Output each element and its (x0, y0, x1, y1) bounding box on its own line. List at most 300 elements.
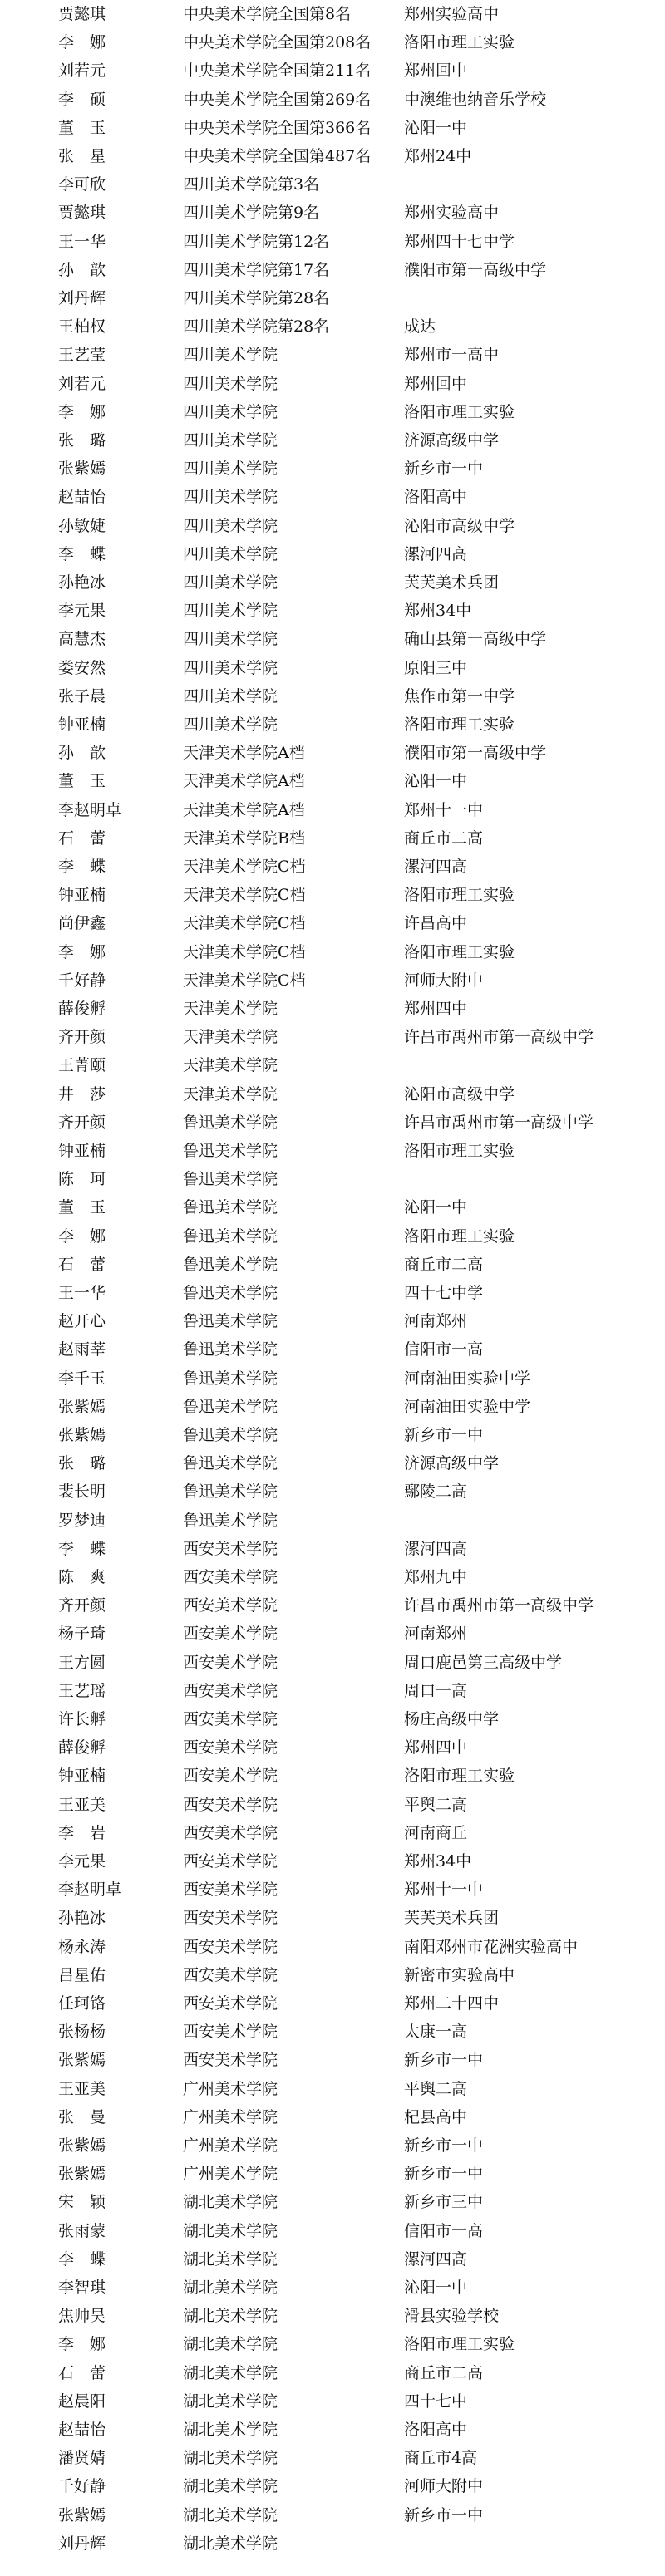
list-row (0, 2018, 665, 2046)
admitted-school: 四川美术学院 (183, 602, 278, 621)
list-row (0, 1193, 665, 1222)
admitted-school: 广州美术学院 (183, 2136, 278, 2155)
student-name: 李 蝶 (58, 544, 106, 563)
list-row (0, 28, 665, 57)
admitted-school: 湖北美术学院 (183, 2335, 278, 2354)
admitted-school: 四川美术学院 (183, 516, 278, 535)
list-row (0, 1109, 665, 1137)
admitted-school: 四川美术学院 (183, 544, 278, 563)
origin-school: 河师大附中 (404, 971, 484, 990)
student-name: 赵晨阳 (58, 2392, 106, 2411)
list-row (0, 1847, 665, 1875)
list-row (0, 370, 665, 398)
list-row (0, 1649, 665, 1677)
list-row (0, 2330, 665, 2358)
list-row (0, 2501, 665, 2529)
list-row (0, 597, 665, 625)
student-name: 张子晨 (58, 686, 106, 705)
origin-school: 芙芙美术兵团 (404, 573, 500, 592)
admitted-school: 天津美术学院C档 (183, 858, 306, 876)
student-name: 孙艳冰 (58, 573, 106, 592)
admitted-school: 湖北美术学院 (183, 2221, 278, 2240)
origin-school: 成达 (404, 317, 436, 337)
origin-school: 商丘市二高 (404, 828, 484, 848)
list-row (0, 2075, 665, 2103)
admitted-school: 鲁迅美术学院 (183, 1142, 278, 1160)
list-row (0, 2472, 665, 2500)
admitted-school: 四川美术学院 (183, 686, 278, 705)
origin-school: 中澳维也纳音乐学校 (404, 90, 547, 109)
origin-school: 漯河四高 (404, 2249, 468, 2269)
origin-school: 沁阳一中 (404, 118, 468, 137)
student-name: 孙 歆 (58, 744, 106, 763)
origin-school: 济源高级中学 (404, 431, 500, 450)
list-row (0, 1421, 665, 1449)
student-name: 潘贤婧 (58, 2449, 106, 2468)
list-row (0, 1705, 665, 1733)
origin-school: 沁阳一中 (404, 1198, 468, 1217)
origin-school: 焦作市第一中学 (404, 686, 515, 705)
student-name: 赵雨莘 (58, 1340, 106, 1359)
list-row (0, 2188, 665, 2216)
origin-school: 郑州市一高中 (404, 346, 500, 365)
student-name: 李可欣 (58, 175, 106, 194)
list-row (0, 2416, 665, 2444)
origin-school: 洛阳市理工实验 (404, 1767, 515, 1786)
admitted-school: 湖北美术学院 (183, 2249, 278, 2269)
admitted-school: 四川美术学院 (183, 460, 278, 479)
admitted-school: 四川美术学院 (183, 715, 278, 734)
admitted-school: 鲁迅美术学院 (183, 1227, 278, 1246)
student-name: 董 玉 (58, 118, 106, 137)
admitted-school: 四川美术学院第3名 (183, 175, 320, 194)
list-row (0, 228, 665, 256)
origin-school: 新乡市三中 (404, 2193, 484, 2212)
student-name: 李 娜 (58, 2335, 106, 2354)
origin-school: 洛阳市理工实验 (404, 886, 515, 905)
student-name: 王亚美 (58, 2079, 106, 2098)
student-name: 李 硕 (58, 90, 106, 109)
origin-school: 确山县第一高级中学 (404, 630, 547, 649)
admitted-school: 四川美术学院第28名 (183, 317, 330, 337)
student-name: 吕星佑 (58, 1965, 106, 1984)
origin-school: 鄢陵二高 (404, 1482, 468, 1502)
admitted-school: 天津美术学院C档 (183, 971, 306, 990)
student-name: 贾懿琪 (58, 5, 106, 23)
origin-school: 商丘市4高 (404, 2449, 478, 2468)
list-row (0, 1137, 665, 1165)
student-name: 千好静 (58, 2477, 106, 2496)
student-name: 王柏权 (58, 317, 106, 337)
student-name: 张雨蒙 (58, 2221, 106, 2240)
list-row (0, 1507, 665, 1535)
student-name: 李赵明卓 (58, 1880, 122, 1900)
student-name: 董 玉 (58, 772, 106, 791)
origin-school: 河师大附中 (404, 2477, 484, 2496)
student-name: 王艺莹 (58, 346, 106, 365)
student-name: 李 娜 (58, 942, 106, 961)
list-row (0, 1620, 665, 1648)
admitted-school: 鲁迅美术学院 (183, 1255, 278, 1274)
list-row (0, 2359, 665, 2387)
origin-school: 漯河四高 (404, 1539, 468, 1558)
student-name: 李 娜 (58, 402, 106, 421)
list-row (0, 1762, 665, 1790)
list-row (0, 909, 665, 937)
list-row (0, 170, 665, 199)
student-name: 王艺瑶 (58, 1681, 106, 1700)
origin-school: 平舆二高 (404, 2079, 468, 2098)
student-name: 董 玉 (58, 1198, 106, 1217)
list-row (0, 2103, 665, 2131)
student-name: 张紫嫣 (58, 2136, 106, 2155)
admitted-school: 天津美术学院 (183, 1000, 278, 1018)
admitted-school: 西安美术学院 (183, 1539, 278, 1558)
admitted-school: 鲁迅美术学院 (183, 1113, 278, 1132)
student-name: 钟亚楠 (58, 1142, 106, 1160)
admitted-school: 中央美术学院全国第8名 (183, 5, 352, 23)
list-row (0, 312, 665, 341)
admitted-school: 四川美术学院第17名 (183, 260, 330, 279)
list-row (0, 1080, 665, 1109)
admitted-school: 西安美术学院 (183, 2023, 278, 2042)
origin-school: 周口一高 (404, 1681, 468, 1700)
list-row (0, 2529, 665, 2558)
student-name: 张 星 (58, 147, 106, 165)
student-name: 宋 颖 (58, 2193, 106, 2212)
origin-school: 濮阳市第一高级中学 (404, 260, 547, 279)
admitted-school: 湖北美术学院 (183, 2421, 278, 2439)
list-row (0, 2046, 665, 2074)
origin-school: 原阳三中 (404, 658, 468, 677)
list-row (0, 853, 665, 881)
admitted-school: 天津美术学院C档 (183, 942, 306, 961)
student-name: 张紫嫣 (58, 1397, 106, 1416)
origin-school: 漯河四高 (404, 544, 468, 563)
student-name: 孙敏婕 (58, 516, 106, 535)
list-row (0, 1222, 665, 1251)
admitted-school: 鲁迅美术学院 (183, 1340, 278, 1359)
origin-school: 洛阳高中 (404, 488, 468, 507)
origin-school: 新密市实验高中 (404, 1965, 515, 1984)
admitted-school: 西安美术学院 (183, 1937, 278, 1956)
admitted-school: 湖北美术学院 (183, 2307, 278, 2326)
list-row (0, 1449, 665, 1477)
origin-school: 河南商丘 (404, 1823, 468, 1842)
list-row (0, 767, 665, 795)
admitted-school: 四川美术学院 (183, 374, 278, 393)
list-row (0, 1279, 665, 1307)
admitted-school: 西安美术学院 (183, 1681, 278, 1700)
origin-school: 商丘市二高 (404, 2363, 484, 2382)
student-name: 赵喆怡 (58, 2421, 106, 2439)
origin-school: 平舆二高 (404, 1795, 468, 1814)
admitted-school: 西安美术学院 (183, 1965, 278, 1984)
origin-school: 郑州四中 (404, 1000, 468, 1018)
student-name: 裴长明 (58, 1482, 106, 1502)
origin-school: 洛阳市理工实验 (404, 1142, 515, 1160)
admitted-school: 鲁迅美术学院 (183, 1511, 278, 1530)
list-row (0, 995, 665, 1023)
origin-school: 杞县高中 (404, 2107, 468, 2126)
student-name: 任珂铬 (58, 1994, 106, 2013)
admitted-school: 天津美术学院A档 (183, 800, 305, 819)
student-name: 李元果 (58, 1852, 106, 1871)
origin-school: 郑州九中 (404, 1568, 468, 1586)
admitted-school: 中央美术学院全国第211名 (183, 61, 372, 81)
list-row (0, 625, 665, 653)
origin-school: 河南郑州 (404, 1625, 468, 1644)
origin-school: 滑县实验学校 (404, 2307, 500, 2326)
admitted-school: 中央美术学院全国第366名 (183, 118, 372, 137)
list-row (0, 1477, 665, 1506)
origin-school: 许昌高中 (404, 914, 468, 933)
list-row (0, 1023, 665, 1051)
admitted-school: 四川美术学院 (183, 488, 278, 507)
admitted-school: 天津美术学院 (183, 1084, 278, 1104)
admitted-school: 四川美术学院第12名 (183, 232, 330, 251)
admitted-school: 鲁迅美术学院 (183, 1198, 278, 1217)
student-name: 李 蝶 (58, 1539, 106, 1558)
student-name: 张 璐 (58, 1454, 106, 1473)
list-row (0, 568, 665, 597)
student-name: 王亚美 (58, 1795, 106, 1814)
student-name: 刘若元 (58, 61, 106, 81)
origin-school: 沁阳市高级中学 (404, 1084, 515, 1104)
origin-school: 沁阳市高级中学 (404, 516, 515, 535)
student-name: 李千玉 (58, 1369, 106, 1388)
student-name: 井 莎 (58, 1084, 106, 1104)
list-row (0, 654, 665, 682)
student-name: 高慧杰 (58, 630, 106, 649)
list-row (0, 199, 665, 227)
list-row (0, 1791, 665, 1819)
origin-school: 济源高级中学 (404, 1454, 500, 1473)
origin-school: 沁阳一中 (404, 772, 468, 791)
origin-school: 郑州34中 (404, 1852, 472, 1871)
list-row (0, 2444, 665, 2472)
admitted-school: 四川美术学院第28名 (183, 289, 330, 307)
student-name: 刘丹辉 (58, 289, 106, 307)
student-name: 石 蕾 (58, 1255, 106, 1274)
student-name: 焦帅昊 (58, 2307, 106, 2326)
admitted-school: 广州美术学院 (183, 2165, 278, 2184)
student-name: 李 娜 (58, 33, 106, 52)
list-row (0, 1733, 665, 1762)
student-name: 张紫嫣 (58, 1426, 106, 1444)
student-name: 杨永涛 (58, 1937, 106, 1956)
student-name: 娄安然 (58, 658, 106, 677)
list-row (0, 142, 665, 170)
list-row (0, 398, 665, 426)
origin-school: 郑州二十四中 (404, 1994, 500, 2013)
origin-school: 新乡市一中 (404, 2051, 484, 2070)
student-name: 钟亚楠 (58, 886, 106, 905)
student-name: 罗梦迪 (58, 1511, 106, 1530)
admitted-school: 四川美术学院 (183, 630, 278, 649)
admitted-school: 四川美术学院 (183, 658, 278, 677)
admitted-school: 中央美术学院全国第208名 (183, 33, 372, 52)
list-row (0, 1819, 665, 1847)
list-row (0, 1393, 665, 1421)
student-name: 尚伊鑫 (58, 914, 106, 933)
list-row (0, 966, 665, 995)
admitted-school: 西安美术学院 (183, 1823, 278, 1842)
admitted-school: 西安美术学院 (183, 1568, 278, 1586)
list-row (0, 938, 665, 966)
student-name: 赵喆怡 (58, 488, 106, 507)
origin-school: 杨庄高级中学 (404, 1710, 500, 1728)
admitted-school: 天津美术学院C档 (183, 886, 306, 905)
student-name: 张 曼 (58, 2107, 106, 2126)
list-row (0, 2160, 665, 2188)
student-name: 孙 歆 (58, 260, 106, 279)
student-name: 王一华 (58, 232, 106, 251)
admitted-school: 鲁迅美术学院 (183, 1454, 278, 1473)
origin-school: 周口鹿邑第三高级中学 (404, 1653, 563, 1672)
origin-school: 商丘市二高 (404, 1255, 484, 1274)
list-row (0, 1904, 665, 1932)
student-name: 薛俊孵 (58, 1738, 106, 1757)
student-name: 石 蕾 (58, 828, 106, 848)
origin-school: 郑州十一中 (404, 1880, 484, 1900)
admitted-school: 四川美术学院 (183, 346, 278, 365)
student-name: 薛俊孵 (58, 1000, 106, 1018)
list-row (0, 710, 665, 739)
student-name: 孙艳冰 (58, 1909, 106, 1928)
origin-school: 郑州24中 (404, 147, 472, 165)
list-row (0, 824, 665, 853)
origin-school: 新乡市一中 (404, 460, 484, 479)
origin-school: 漯河四高 (404, 858, 468, 876)
list-row (0, 1307, 665, 1335)
origin-school: 许昌市禹州市第一高级中学 (404, 1028, 594, 1047)
admitted-school: 天津美术学院 (183, 1028, 278, 1047)
origin-school: 芙芙美术兵团 (404, 1909, 500, 1928)
admitted-school: 鲁迅美术学院 (183, 1369, 278, 1388)
list-row (0, 512, 665, 540)
list-row (0, 0, 665, 28)
student-name: 李 岩 (58, 1823, 106, 1842)
list-row (0, 1051, 665, 1079)
list-row (0, 2302, 665, 2330)
origin-school: 新乡市一中 (404, 2165, 484, 2184)
list-row (0, 1165, 665, 1193)
origin-school: 河南郑州 (404, 1312, 468, 1331)
admitted-school: 广州美术学院 (183, 2079, 278, 2098)
student-name: 杨子琦 (58, 1625, 106, 1644)
origin-school: 濮阳市第一高级中学 (404, 744, 547, 763)
origin-school: 太康一高 (404, 2023, 468, 2042)
admitted-school: 四川美术学院 (183, 431, 278, 450)
origin-school: 洛阳市理工实验 (404, 2335, 515, 2354)
list-row (0, 1251, 665, 1279)
origin-school: 洛阳市理工实验 (404, 33, 515, 52)
student-name: 李 蝶 (58, 2249, 106, 2269)
admitted-school: 鲁迅美术学院 (183, 1284, 278, 1302)
list-row (0, 284, 665, 312)
origin-school: 郑州34中 (404, 602, 472, 621)
list-row (0, 1335, 665, 1364)
admitted-school: 湖北美术学院 (183, 2449, 278, 2468)
origin-school: 郑州实验高中 (404, 5, 500, 23)
origin-school: 信阳市一高 (404, 1340, 484, 1359)
list-row (0, 1961, 665, 1989)
origin-school: 四十七中 (404, 2392, 468, 2411)
admitted-school: 天津美术学院A档 (183, 744, 305, 763)
admitted-school: 西安美术学院 (183, 1710, 278, 1728)
list-row (0, 881, 665, 909)
student-name: 李赵明卓 (58, 800, 122, 819)
origin-school: 河南油田实验中学 (404, 1369, 531, 1388)
admitted-school: 鲁迅美术学院 (183, 1397, 278, 1416)
origin-school: 洛阳市理工实验 (404, 402, 515, 421)
student-name: 许长孵 (58, 1710, 106, 1728)
origin-school: 沁阳一中 (404, 2279, 468, 2297)
admitted-school: 西安美术学院 (183, 1994, 278, 2013)
admitted-school: 湖北美术学院 (183, 2534, 278, 2553)
student-name: 陈 爽 (58, 1568, 106, 1586)
admitted-school: 天津美术学院B档 (183, 828, 305, 848)
list-row (0, 796, 665, 824)
admitted-school: 天津美术学院C档 (183, 914, 306, 933)
student-name: 齐开颜 (58, 1113, 106, 1132)
admitted-school: 四川美术学院 (183, 402, 278, 421)
admitted-school: 四川美术学院 (183, 573, 278, 592)
student-name: 赵开心 (58, 1312, 106, 1331)
list-row (0, 540, 665, 568)
student-name: 张紫嫣 (58, 2505, 106, 2524)
admitted-school: 湖北美术学院 (183, 2279, 278, 2297)
admitted-school: 西安美术学院 (183, 1596, 278, 1615)
admitted-school: 西安美术学院 (183, 1767, 278, 1786)
student-name: 张紫嫣 (58, 460, 106, 479)
list-row (0, 114, 665, 142)
student-name: 王菁颐 (58, 1056, 106, 1075)
student-name: 张杨杨 (58, 2023, 106, 2042)
list-row (0, 1364, 665, 1393)
student-name: 刘若元 (58, 374, 106, 393)
list-row (0, 1563, 665, 1591)
student-name: 齐开颜 (58, 1596, 106, 1615)
origin-school: 河南油田实验中学 (404, 1397, 531, 1416)
admitted-school: 西安美术学院 (183, 1852, 278, 1871)
student-name: 陈 珂 (58, 1170, 106, 1189)
list-row (0, 1989, 665, 2018)
student-name: 千好静 (58, 971, 106, 990)
list-row (0, 341, 665, 369)
admitted-school: 鲁迅美术学院 (183, 1482, 278, 1502)
student-name: 张紫嫣 (58, 2165, 106, 2184)
student-name: 刘丹辉 (58, 2534, 106, 2553)
admitted-school: 西安美术学院 (183, 2051, 278, 2070)
student-name: 张 璐 (58, 431, 106, 450)
origin-school: 南阳邓州市花洲实验高中 (404, 1937, 579, 1956)
admitted-school: 西安美术学院 (183, 1738, 278, 1757)
origin-school: 四十七中学 (404, 1284, 484, 1302)
origin-school: 郑州回中 (404, 61, 468, 81)
admitted-school: 湖北美术学院 (183, 2505, 278, 2524)
admitted-school: 西安美术学院 (183, 1909, 278, 1928)
origin-school: 郑州四中 (404, 1738, 468, 1757)
list-row (0, 1875, 665, 1904)
list-row (0, 1591, 665, 1620)
origin-school: 洛阳高中 (404, 2421, 468, 2439)
list-row (0, 2274, 665, 2302)
list-row (0, 57, 665, 85)
student-name: 齐开颜 (58, 1028, 106, 1047)
list-row (0, 2131, 665, 2160)
